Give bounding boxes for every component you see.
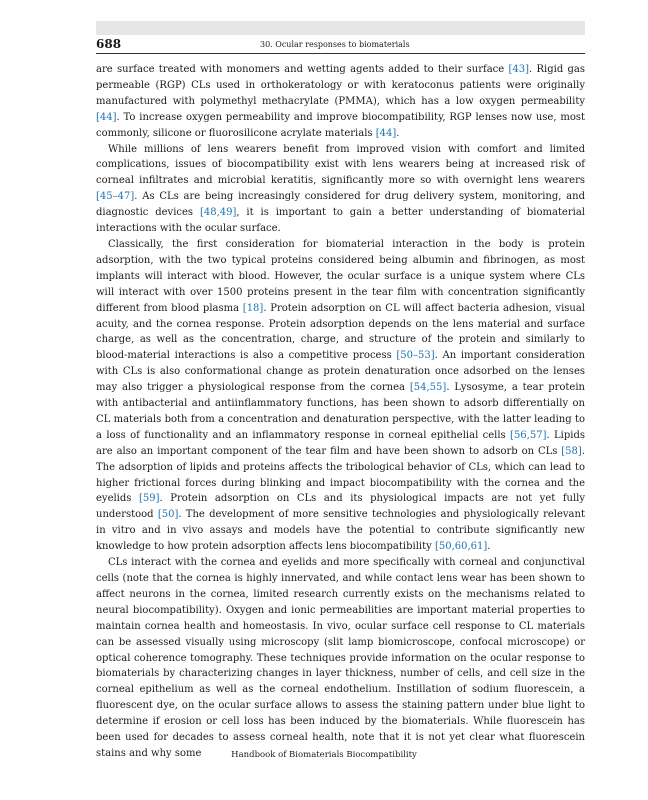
citation-link[interactable]: [18]	[242, 302, 264, 314]
paragraph-text: . Lipids are also an important component of the tear film and have been shown to adsorb on CLs	[96, 429, 585, 457]
paragraph-text: .	[396, 127, 400, 139]
citation-link[interactable]: [50,60,61]	[434, 541, 488, 553]
footer-book-title: Handbook of Biomaterials Biocompatibility	[231, 750, 417, 760]
citation-link[interactable]: [45–47]	[96, 191, 135, 203]
citation-link[interactable]: [43]	[508, 64, 530, 75]
paragraph-text: are surface treated with monomers and wetting agents added to their surface	[96, 64, 509, 75]
page-number: 688	[96, 37, 122, 51]
paragraph-text: . As CLs are being increasingly considered for drug delivery system, monitoring, and diagnostic devices	[96, 191, 585, 219]
paragraph-text: Classically, the first consideration for biomaterial interaction in the body is protein adsorption, with the two typical proteins considered being albumin and fibrinogen, as most implants will interact with blood. However, the ocular surface is a unique system where CLs will interact with over 1500 proteins present in the tear film with concentration significantly different from blood plasma	[96, 238, 585, 314]
citation-link[interactable]: [59]	[138, 493, 160, 505]
paragraph-text: While millions of lens wearers benefit from improved vision with comfort and limited complications, issues of biocompatibility exist with lens wearers being at increased risk of corneal infiltrates and microbial keratitis, significantly more so with overnight lens wearers	[96, 143, 585, 187]
paragraph-text: . Lysosyme, a tear protein with antibacterial and antiinflammatory functions, has been shown to adsorb differentially on CL materials both from a concentration and denaturation perspective, with the latter leading to a loss of functionality and an inflammatory response in corneal epithelial cells	[96, 382, 585, 441]
citation-link[interactable]: [54,55]	[409, 382, 447, 394]
paragraph-text: . To increase oxygen permeability and improve biocompatibility, RGP lenses now use, most commonly, silicone or fluorosilicone acrylate materials	[96, 111, 585, 139]
citation-link[interactable]: [56,57]	[510, 429, 547, 441]
citation-link[interactable]: [50]	[157, 509, 179, 521]
header-bar	[96, 21, 585, 35]
paragraph-text: . Rigid gas permeable (RGP) CLs used in orthokeratology or with keratoconus patients were originally manufactured with polymethyl methacrylate (PMMA), which has a low oxygen permeability	[96, 64, 586, 107]
paragraph-text: . The adsorption of lipids and proteins affects the tribological behavior of CLs, which can lead to higher frictional forces during blinking and impact biocompatibility with the cornea and the eyelids	[96, 445, 585, 505]
citation-link[interactable]: [48,49]	[199, 207, 237, 219]
paragraph	[96, 62, 585, 142]
running-head: 30. Ocular responses to biomaterials	[260, 40, 410, 49]
citation-link[interactable]: [50–53]	[396, 350, 435, 362]
paragraph	[96, 142, 585, 237]
citation-link[interactable]: [44]	[375, 127, 397, 139]
paragraph	[96, 237, 585, 555]
paragraph-text: CLs interact with the cornea and eyelids and more specifically with corneal and conjunctival cells (note that the cornea is highly innervated, and while contact lens wear has been shown to affect neurons in the cornea, limited research currently exists on the mechanisms related to neural biocompatibility). Oxygen and ionic permeabilities are important material properties to maintain cornea health and homeostasis. In vivo, ocular surface cell response to CL materials can be assessed visually using microscopy (slit lamp biomicroscope, confocal microscope) or optical coherence tomography. These techniques provide information on the ocular response to biomaterials by characterizing changes in layer thickness, number of cells, and cell size in the corneal epithelium as well as the corneal endothelium. Instillation of sodium fluorescein, a fluorescent dye, on the ocular surface allows to assess the staining pattern under blue light to determine if erosion or cell loss has been induced by the biomaterials. While fluorescein has been used for decades to assess corneal health, note that it is not yet clear what fluorescein stains and why some	[96, 557, 585, 759]
body-text	[96, 62, 585, 762]
paragraph-text: .	[487, 541, 491, 553]
citation-link[interactable]: [58]	[561, 445, 582, 457]
paragraph-text: . An important consideration with CLs is also conformational change as protein denaturation once adsorbed on the lenses may also trigger a physiological response from the cornea	[96, 350, 585, 394]
header-rule	[96, 53, 585, 54]
paragraph-text: . Protein adsorption on CL will affect bacteria adhesion, visual acuity, and the cornea response. Protein adsorption depends on the lens material and surface charge, as well as the concentration, charge, and structure of the protein and similarly to blood-material interactions is also a competitive process	[96, 302, 585, 362]
paragraph-text: , it is important to gain a better understanding of biomaterial interactions with the ocular surface.	[96, 207, 585, 235]
citation-link[interactable]: [44]	[96, 111, 117, 123]
paragraph-text: . The development of more sensitive technologies and physiologically relevant in vitro and in vivo assays and models have the potential to contribute significantly new knowledge to how protein adsorption affects lens biocompatibility	[96, 509, 585, 553]
paragraph-text: . Protein adsorption on CLs and its physiological impacts are not yet fully understood	[96, 493, 586, 521]
paragraph	[96, 555, 585, 762]
